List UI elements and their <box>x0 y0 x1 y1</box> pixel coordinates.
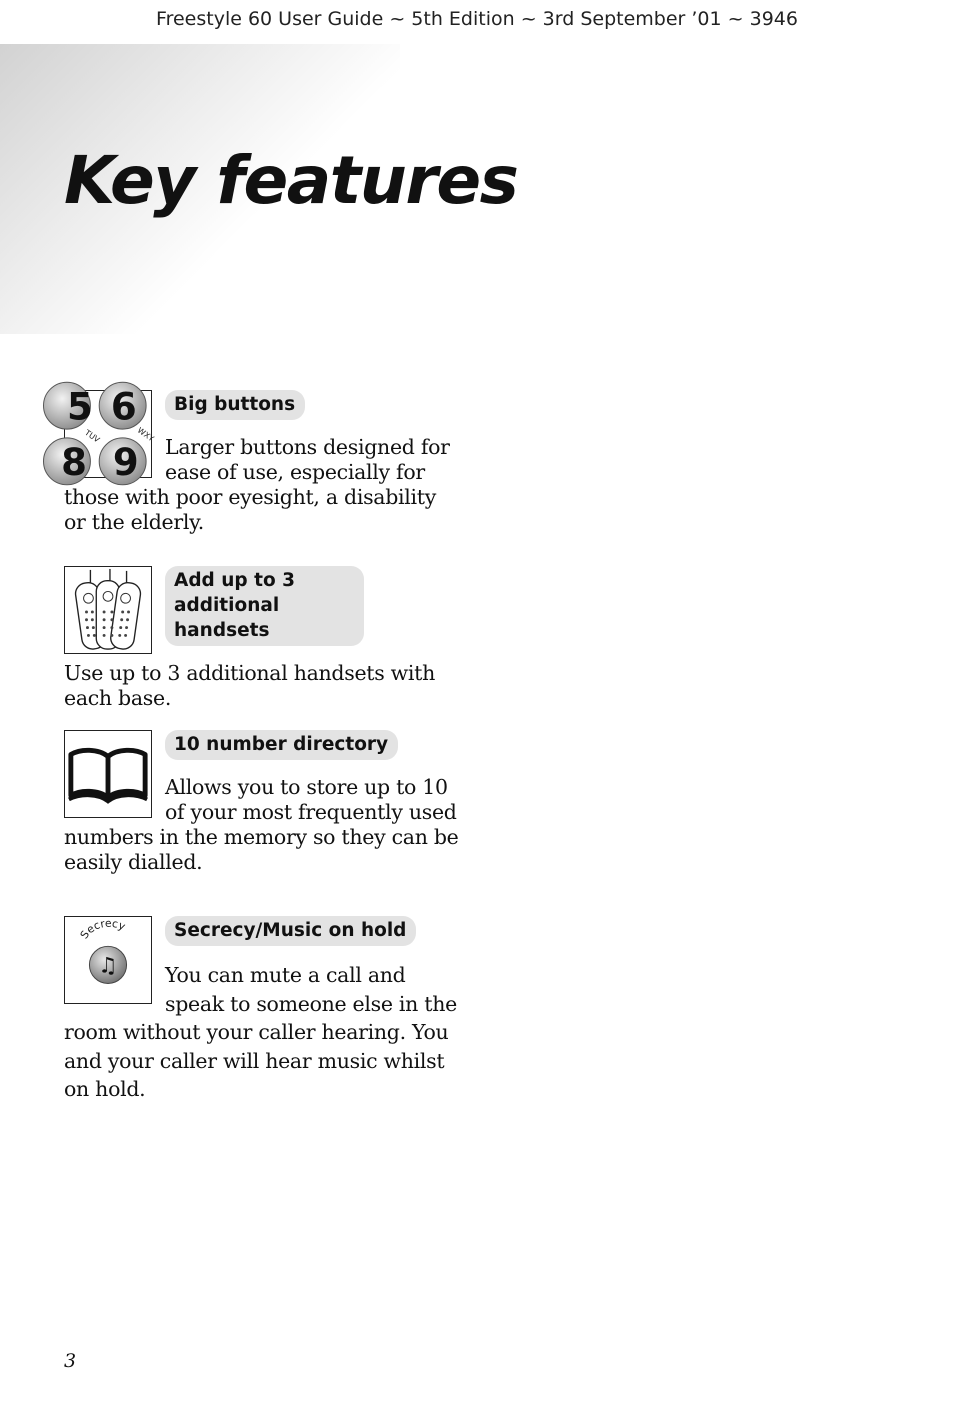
open-book-icon <box>64 730 152 818</box>
svg-text:5: 5 <box>66 385 93 429</box>
svg-text:WXY: WXY <box>135 425 156 444</box>
feature-heading: Big buttons <box>165 390 305 420</box>
feature-description: Use up to 3 additional handsets with each base. <box>64 661 436 710</box>
running-header: Freestyle 60 User Guide ~ 5th Edition ~ 3rd September ’01 ~ 3946 <box>156 8 798 30</box>
feature-additional-handsets <box>64 566 459 711</box>
secrecy-button-icon <box>64 916 152 1004</box>
svg-text:6: 6 <box>110 385 137 429</box>
feature-description: Allows you to store up to 10 of your most frequently used numbers in the memory so they can be easily dialled. <box>64 775 459 874</box>
svg-text:8: 8 <box>61 441 87 485</box>
feature-big-buttons <box>61 385 459 535</box>
feature-heading: Secrecy/Music on hold <box>165 916 416 946</box>
page-number: 3 <box>64 1350 77 1372</box>
feature-description: Larger buttons designed for ease of use, especially for those with poor eyesight, a disability or the elderly. <box>64 435 450 534</box>
feature-heading: Add up to 3 additional handsets <box>165 566 364 646</box>
page-title: Key features <box>64 142 518 219</box>
feature-secrecy-music <box>64 916 459 1104</box>
feature-heading: 10 number directory <box>165 730 398 760</box>
svg-text:Secrecy: Secrecy <box>77 917 128 942</box>
feature-number-directory <box>64 730 459 875</box>
svg-text:9: 9 <box>112 441 139 485</box>
svg-text:TUV: TUV <box>83 428 102 445</box>
music-note-icon: ♫ <box>98 953 118 979</box>
keypad-icon <box>61 385 156 485</box>
feature-description: You can mute a call and speak to someone else in the room without your caller hearing. You and your caller will hear music whilst on hold. <box>64 963 457 1101</box>
handsets-icon <box>64 566 152 654</box>
